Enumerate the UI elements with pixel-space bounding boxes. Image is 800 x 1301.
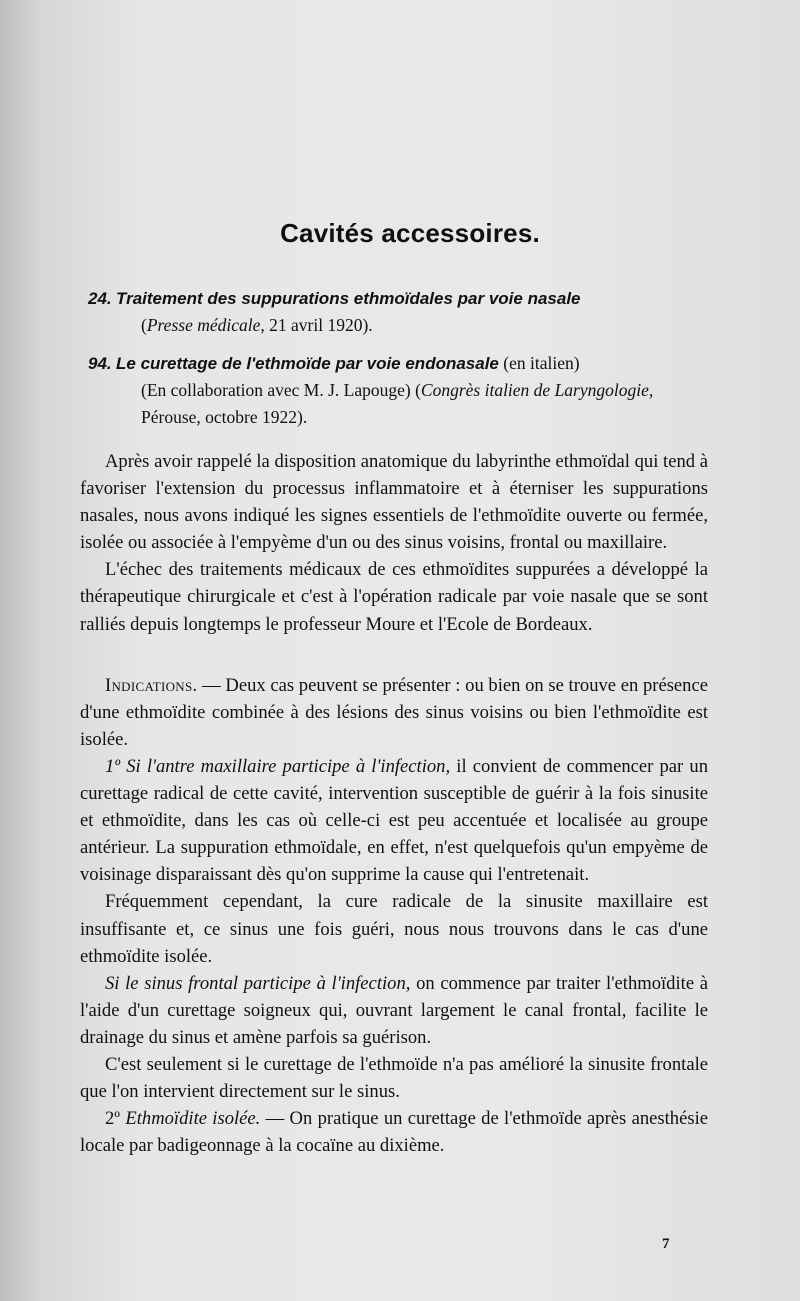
paragraph: Après avoir rappelé la disposition anatomique du labyrinthe ethmoïdal qui tend à favoriser l'extension du processus inflammatoire et à éterniser les suppurations nasales, nous avons indiqué les signes essentiels de l'ethmoïdite ouverte ou fermée, isolée ou associée à l'empyème d'un ou des sinus voisins, frontal ou maxillaire. [80, 451, 708, 554]
reference-source: (Presse médicale, 21 avril 1920). [141, 315, 373, 335]
reference-title: Le curettage de l'ethmoïde par voie endonasale [116, 354, 499, 373]
reference-number: 94. [88, 354, 112, 373]
paragraph: L'échec des traitements médicaux de ces ethmoïdites suppurées a développé la thérapeutique chirurgicale et c'est à l'opération radicale par voie nasale que se sont ralliés depuis longtemps le professeur Moure et l'Ecole de Bordeaux. [80, 559, 708, 635]
reference-date: 21 avril 1920). [269, 315, 373, 335]
reference-title: Traitement des suppurations ethmoïdales par voie nasale [116, 289, 581, 308]
case-2-heading: Ethmoïdite isolée. [125, 1108, 261, 1130]
section-title: Cavités accessoires. [280, 218, 540, 248]
paragraph: Si le sinus frontal participe à l'infection, on commence par traiter l'ethmoïdite à l'aide d'un curettage soigneux qui, ouvrant largement le canal frontal, facilite le drainage du sinus et amène parfois sa guérison. [80, 972, 708, 1048]
reference-number: 24. [88, 289, 112, 308]
reference-24 [88, 285, 713, 339]
reference-language: (en italien) [503, 353, 580, 373]
reference-collaboration: (En collaboration avec M. J. Lapouge) [141, 380, 411, 400]
page-number: 7 [662, 1236, 670, 1252]
case-1-heading: 1º Si l'antre maxillaire participe à l'infection, [105, 755, 451, 777]
reference-journal: Presse médicale, [146, 315, 265, 335]
reference-place-date: Pérouse, octobre 1922). [141, 407, 308, 427]
paragraph: Indications. — Deux cas peuvent se présenter : ou bien on se trouve en présence d'une ethmoïdite combinée à des lésions des sinus voisins ou bien l'ethmoïdite est isolée. [80, 674, 708, 750]
paragraph: 1º Si l'antre maxillaire participe à l'infection, il convient de commencer par un curettage radical de cette cavité, intervention susceptible de guérir à la fois sinusite et ethmoïdite, dans les cas où celle-ci est peu accentuée et localisée au groupe antérieur. La suppuration ethmoïdale, en effet, n'est quelquefois qu'un empyème de voisinage disparaissant dès qu'on supprime la cause qui l'entretenait. [80, 755, 708, 886]
frontal-sinus-heading: Si le sinus frontal participe à l'infection, [105, 972, 411, 994]
reference-source: (En collaboration avec M. J. Lapouge) (Congrès italien de Laryngologie, Pérouse, octobre 1922). [141, 380, 654, 427]
indications-heading: Indications. [105, 674, 198, 696]
paragraph: Fréquemment cependant, la cure radicale de la sinusite maxillaire est insuffisante et, ce sinus une fois guéri, nous nous trouvons dans le cas d'une ethmoïdite isolée. [80, 891, 708, 967]
paragraph: 2º Ethmoïdite isolée. — On pratique un curettage de l'ethmoïde après anesthésie locale par badigeonnage à la cocaïne au dixième. [80, 1108, 709, 1157]
reference-94 [88, 350, 713, 431]
paragraph: C'est seulement si le curettage de l'ethmoïde n'a pas amélioré la sinusite frontale que l'on intervient directement sur le sinus. [80, 1053, 708, 1103]
reference-congress: Congrès italien de Laryngologie, [420, 380, 654, 400]
body-text [80, 448, 708, 1159]
